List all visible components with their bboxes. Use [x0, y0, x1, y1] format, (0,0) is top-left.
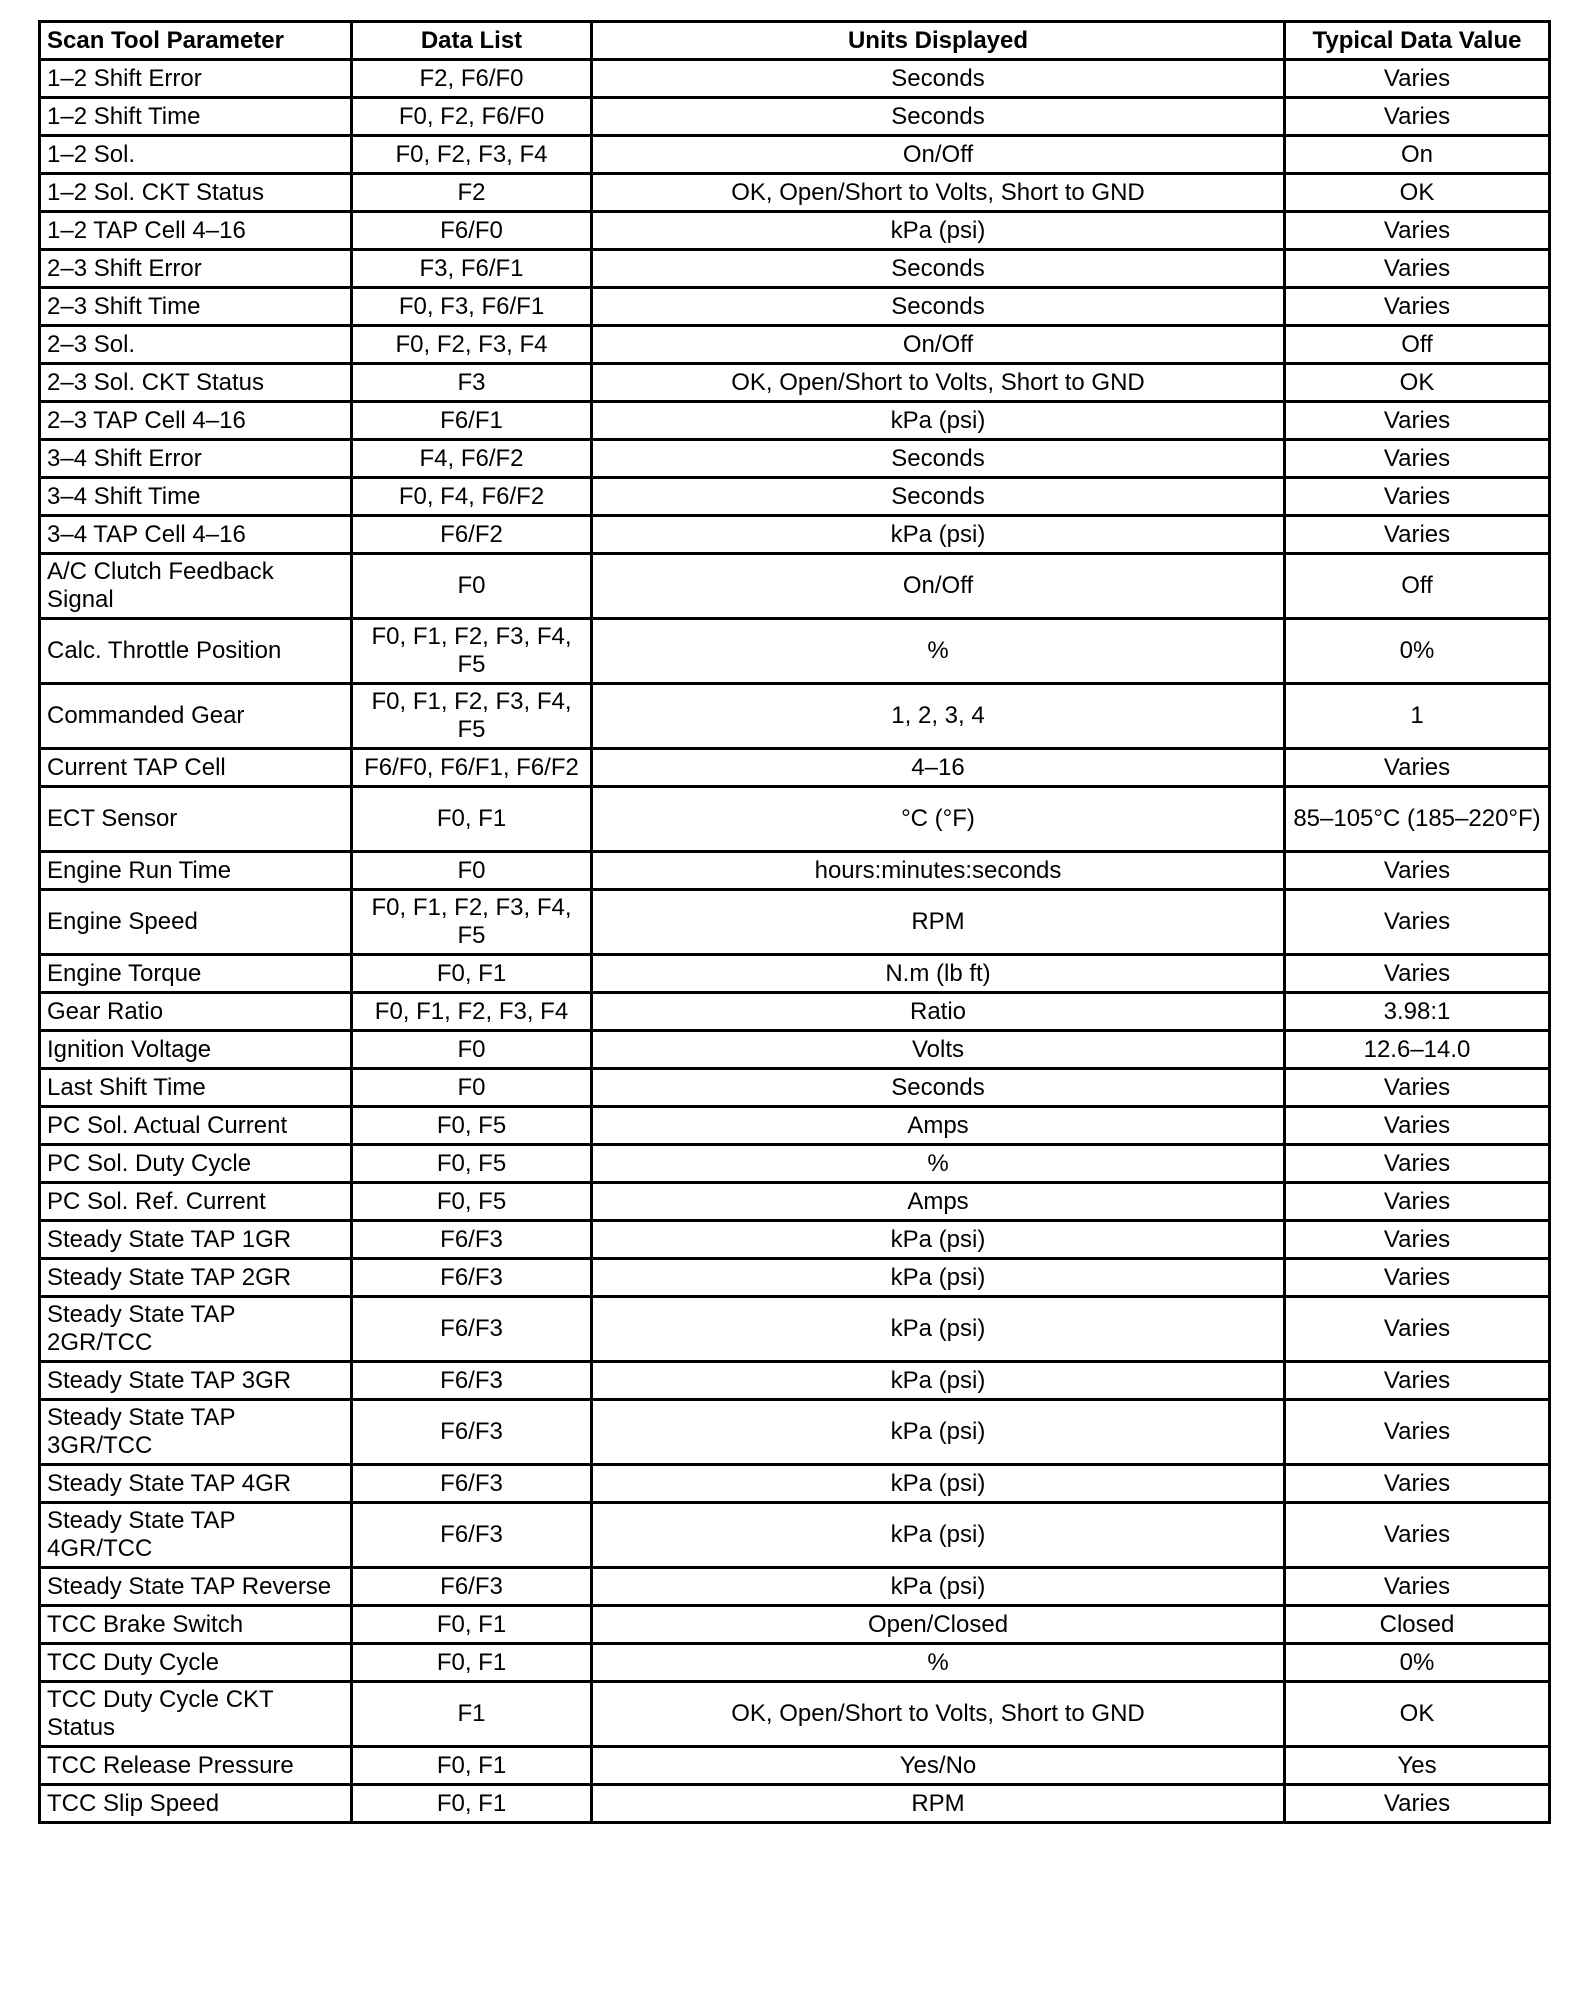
cell-scan-tool-parameter: Steady State TAP 2GR/TCC — [40, 1297, 352, 1362]
cell-scan-tool-parameter: Last Shift Time — [40, 1069, 352, 1107]
cell-data-list: F6/F3 — [352, 1259, 592, 1297]
table-row — [40, 1145, 1550, 1183]
cell-scan-tool-parameter: Ignition Voltage — [40, 1031, 352, 1069]
table-row — [40, 1031, 1550, 1069]
cell-typical-data-value: Varies — [1285, 1568, 1550, 1606]
cell-data-list: F0 — [352, 554, 592, 619]
cell-units-displayed: Seconds — [592, 1069, 1285, 1107]
cell-data-list: F0, F1 — [352, 955, 592, 993]
table-row — [40, 1503, 1550, 1568]
cell-typical-data-value: Varies — [1285, 1785, 1550, 1823]
table-row — [40, 852, 1550, 890]
scan-tool-data-table-wrapper — [38, 20, 1548, 1824]
cell-data-list: F0, F1 — [352, 1747, 592, 1785]
cell-units-displayed: kPa (psi) — [592, 1503, 1285, 1568]
cell-scan-tool-parameter: PC Sol. Ref. Current — [40, 1183, 352, 1221]
cell-data-list: F0, F1 — [352, 1785, 592, 1823]
cell-units-displayed: kPa (psi) — [592, 516, 1285, 554]
cell-data-list: F0, F3, F6/F1 — [352, 288, 592, 326]
scan-tool-data-table — [38, 20, 1551, 1824]
cell-units-displayed: OK, Open/Short to Volts, Short to GND — [592, 1682, 1285, 1747]
header-units-displayed: Units Displayed — [592, 22, 1285, 60]
table-row — [40, 1069, 1550, 1107]
cell-data-list: F0, F5 — [352, 1183, 592, 1221]
cell-scan-tool-parameter: Steady State TAP 4GR/TCC — [40, 1503, 352, 1568]
table-row — [40, 993, 1550, 1031]
cell-units-displayed: Yes/No — [592, 1747, 1285, 1785]
cell-data-list: F0, F1, F2, F3, F4, F5 — [352, 619, 592, 684]
cell-units-displayed: 4–16 — [592, 749, 1285, 787]
cell-units-displayed: kPa (psi) — [592, 1465, 1285, 1503]
cell-data-list: F0, F1 — [352, 1644, 592, 1682]
cell-scan-tool-parameter: Engine Run Time — [40, 852, 352, 890]
cell-units-displayed: Seconds — [592, 288, 1285, 326]
cell-scan-tool-parameter: TCC Release Pressure — [40, 1747, 352, 1785]
table-row — [40, 516, 1550, 554]
table-row — [40, 212, 1550, 250]
cell-units-displayed: hours:minutes:seconds — [592, 852, 1285, 890]
cell-scan-tool-parameter: TCC Slip Speed — [40, 1785, 352, 1823]
table-row — [40, 787, 1550, 852]
cell-data-list: F0, F5 — [352, 1145, 592, 1183]
cell-units-displayed: On/Off — [592, 326, 1285, 364]
table-row — [40, 478, 1550, 516]
table-row — [40, 60, 1550, 98]
table-header-row — [40, 22, 1550, 60]
table-row — [40, 1682, 1550, 1747]
cell-scan-tool-parameter: TCC Duty Cycle — [40, 1644, 352, 1682]
cell-data-list: F6/F3 — [352, 1465, 592, 1503]
table-row — [40, 955, 1550, 993]
cell-typical-data-value: Varies — [1285, 1221, 1550, 1259]
cell-units-displayed: Seconds — [592, 440, 1285, 478]
cell-data-list: F3, F6/F1 — [352, 250, 592, 288]
cell-data-list: F6/F3 — [352, 1221, 592, 1259]
cell-data-list: F3 — [352, 364, 592, 402]
cell-units-displayed: OK, Open/Short to Volts, Short to GND — [592, 174, 1285, 212]
cell-typical-data-value: On — [1285, 136, 1550, 174]
cell-data-list: F0 — [352, 852, 592, 890]
cell-typical-data-value: Varies — [1285, 212, 1550, 250]
cell-units-displayed: Volts — [592, 1031, 1285, 1069]
cell-units-displayed: °C (°F) — [592, 787, 1285, 852]
cell-units-displayed: 1, 2, 3, 4 — [592, 684, 1285, 749]
cell-data-list: F6/F3 — [352, 1503, 592, 1568]
cell-units-displayed: Open/Closed — [592, 1606, 1285, 1644]
table-row — [40, 1785, 1550, 1823]
cell-data-list: F0 — [352, 1031, 592, 1069]
table-row — [40, 174, 1550, 212]
cell-scan-tool-parameter: Steady State TAP 4GR — [40, 1465, 352, 1503]
cell-typical-data-value: Varies — [1285, 478, 1550, 516]
cell-typical-data-value: Varies — [1285, 955, 1550, 993]
cell-units-displayed: On/Off — [592, 554, 1285, 619]
cell-data-list: F6/F3 — [352, 1297, 592, 1362]
table-row — [40, 1297, 1550, 1362]
table-row — [40, 1221, 1550, 1259]
cell-data-list: F6/F1 — [352, 402, 592, 440]
cell-units-displayed: kPa (psi) — [592, 1400, 1285, 1465]
cell-units-displayed: Ratio — [592, 993, 1285, 1031]
cell-units-displayed: Seconds — [592, 250, 1285, 288]
cell-data-list: F2, F6/F0 — [352, 60, 592, 98]
cell-data-list: F6/F0, F6/F1, F6/F2 — [352, 749, 592, 787]
cell-scan-tool-parameter: Steady State TAP 2GR — [40, 1259, 352, 1297]
cell-scan-tool-parameter: 2–3 Shift Time — [40, 288, 352, 326]
table-row — [40, 1747, 1550, 1785]
cell-scan-tool-parameter: 2–3 Sol. — [40, 326, 352, 364]
cell-scan-tool-parameter: 1–2 TAP Cell 4–16 — [40, 212, 352, 250]
cell-typical-data-value: 85–105°C (185–220°F) — [1285, 787, 1550, 852]
cell-scan-tool-parameter: Engine Torque — [40, 955, 352, 993]
table-row — [40, 1568, 1550, 1606]
cell-typical-data-value: Varies — [1285, 440, 1550, 478]
cell-data-list: F2 — [352, 174, 592, 212]
cell-scan-tool-parameter: Steady State TAP 1GR — [40, 1221, 352, 1259]
cell-typical-data-value: Varies — [1285, 250, 1550, 288]
table-row — [40, 619, 1550, 684]
cell-typical-data-value: Varies — [1285, 1183, 1550, 1221]
cell-data-list: F0, F4, F6/F2 — [352, 478, 592, 516]
table-row — [40, 250, 1550, 288]
cell-typical-data-value: Varies — [1285, 1107, 1550, 1145]
cell-typical-data-value: Varies — [1285, 1069, 1550, 1107]
cell-data-list: F0, F1 — [352, 1606, 592, 1644]
cell-scan-tool-parameter: 2–3 TAP Cell 4–16 — [40, 402, 352, 440]
cell-typical-data-value: OK — [1285, 364, 1550, 402]
cell-typical-data-value: Varies — [1285, 852, 1550, 890]
cell-typical-data-value: Varies — [1285, 1465, 1550, 1503]
cell-units-displayed: kPa (psi) — [592, 1362, 1285, 1400]
cell-data-list: F0, F1, F2, F3, F4, F5 — [352, 684, 592, 749]
table-row — [40, 288, 1550, 326]
header-scan-tool-parameter: Scan Tool Parameter — [40, 22, 352, 60]
cell-scan-tool-parameter: Gear Ratio — [40, 993, 352, 1031]
cell-units-displayed: N.m (lb ft) — [592, 955, 1285, 993]
cell-units-displayed: RPM — [592, 1785, 1285, 1823]
cell-typical-data-value: Varies — [1285, 890, 1550, 955]
cell-units-displayed: kPa (psi) — [592, 1259, 1285, 1297]
cell-data-list: F1 — [352, 1682, 592, 1747]
cell-data-list: F4, F6/F2 — [352, 440, 592, 478]
cell-scan-tool-parameter: 2–3 Sol. CKT Status — [40, 364, 352, 402]
cell-scan-tool-parameter: ECT Sensor — [40, 787, 352, 852]
cell-typical-data-value: Closed — [1285, 1606, 1550, 1644]
cell-scan-tool-parameter: 1–2 Shift Time — [40, 98, 352, 136]
cell-typical-data-value: 0% — [1285, 619, 1550, 684]
table-row — [40, 1183, 1550, 1221]
cell-typical-data-value: Off — [1285, 554, 1550, 619]
table-row — [40, 1644, 1550, 1682]
cell-data-list: F0 — [352, 1069, 592, 1107]
cell-data-list: F0, F5 — [352, 1107, 592, 1145]
cell-typical-data-value: Yes — [1285, 1747, 1550, 1785]
table-row — [40, 1107, 1550, 1145]
table-row — [40, 1362, 1550, 1400]
cell-data-list: F6/F3 — [352, 1568, 592, 1606]
cell-typical-data-value: Varies — [1285, 288, 1550, 326]
cell-typical-data-value: 12.6–14.0 — [1285, 1031, 1550, 1069]
header-data-list: Data List — [352, 22, 592, 60]
table-row — [40, 98, 1550, 136]
table-row — [40, 684, 1550, 749]
table-row — [40, 1606, 1550, 1644]
cell-typical-data-value: Varies — [1285, 1297, 1550, 1362]
cell-units-displayed: kPa (psi) — [592, 212, 1285, 250]
cell-units-displayed: % — [592, 1644, 1285, 1682]
cell-units-displayed: OK, Open/Short to Volts, Short to GND — [592, 364, 1285, 402]
cell-scan-tool-parameter: 3–4 Shift Error — [40, 440, 352, 478]
table-body — [40, 60, 1550, 1823]
table-row — [40, 890, 1550, 955]
cell-data-list: F6/F3 — [352, 1362, 592, 1400]
table-row — [40, 749, 1550, 787]
cell-units-displayed: Amps — [592, 1107, 1285, 1145]
cell-typical-data-value: Off — [1285, 326, 1550, 364]
cell-typical-data-value: Varies — [1285, 1362, 1550, 1400]
cell-typical-data-value: 1 — [1285, 684, 1550, 749]
cell-typical-data-value: Varies — [1285, 1145, 1550, 1183]
cell-typical-data-value: Varies — [1285, 60, 1550, 98]
cell-typical-data-value: Varies — [1285, 1400, 1550, 1465]
cell-units-displayed: % — [592, 1145, 1285, 1183]
cell-scan-tool-parameter: TCC Duty Cycle CKT Status — [40, 1682, 352, 1747]
cell-scan-tool-parameter: PC Sol. Actual Current — [40, 1107, 352, 1145]
cell-typical-data-value: 0% — [1285, 1644, 1550, 1682]
cell-units-displayed: Amps — [592, 1183, 1285, 1221]
cell-scan-tool-parameter: Steady State TAP 3GR/TCC — [40, 1400, 352, 1465]
cell-scan-tool-parameter: Engine Speed — [40, 890, 352, 955]
cell-scan-tool-parameter: Commanded Gear — [40, 684, 352, 749]
cell-units-displayed: kPa (psi) — [592, 1297, 1285, 1362]
cell-data-list: F0, F2, F3, F4 — [352, 136, 592, 174]
cell-typical-data-value: Varies — [1285, 1259, 1550, 1297]
cell-scan-tool-parameter: Calc. Throttle Position — [40, 619, 352, 684]
table-row — [40, 136, 1550, 174]
cell-units-displayed: Seconds — [592, 60, 1285, 98]
cell-typical-data-value: 3.98:1 — [1285, 993, 1550, 1031]
cell-units-displayed: RPM — [592, 890, 1285, 955]
table-row — [40, 440, 1550, 478]
cell-scan-tool-parameter: 3–4 Shift Time — [40, 478, 352, 516]
cell-data-list: F0, F1 — [352, 787, 592, 852]
header-typical-data-value: Typical Data Value — [1285, 22, 1550, 60]
table-row — [40, 1400, 1550, 1465]
cell-typical-data-value: Varies — [1285, 749, 1550, 787]
cell-data-list: F0, F2, F6/F0 — [352, 98, 592, 136]
cell-typical-data-value: OK — [1285, 174, 1550, 212]
cell-data-list: F6/F3 — [352, 1400, 592, 1465]
cell-scan-tool-parameter: 3–4 TAP Cell 4–16 — [40, 516, 352, 554]
cell-scan-tool-parameter: A/C Clutch Feedback Signal — [40, 554, 352, 619]
cell-scan-tool-parameter: 1–2 Sol. CKT Status — [40, 174, 352, 212]
table-row — [40, 402, 1550, 440]
cell-scan-tool-parameter: PC Sol. Duty Cycle — [40, 1145, 352, 1183]
cell-scan-tool-parameter: 1–2 Sol. — [40, 136, 352, 174]
table-row — [40, 326, 1550, 364]
cell-data-list: F6/F0 — [352, 212, 592, 250]
cell-units-displayed: kPa (psi) — [592, 1221, 1285, 1259]
cell-units-displayed: kPa (psi) — [592, 402, 1285, 440]
table-row — [40, 1465, 1550, 1503]
cell-scan-tool-parameter: Steady State TAP Reverse — [40, 1568, 352, 1606]
table-row — [40, 554, 1550, 619]
cell-typical-data-value: OK — [1285, 1682, 1550, 1747]
cell-typical-data-value: Varies — [1285, 402, 1550, 440]
cell-data-list: F6/F2 — [352, 516, 592, 554]
cell-data-list: F0, F1, F2, F3, F4 — [352, 993, 592, 1031]
cell-scan-tool-parameter: TCC Brake Switch — [40, 1606, 352, 1644]
cell-data-list: F0, F1, F2, F3, F4, F5 — [352, 890, 592, 955]
cell-typical-data-value: Varies — [1285, 98, 1550, 136]
table-row — [40, 1259, 1550, 1297]
cell-units-displayed: % — [592, 619, 1285, 684]
cell-scan-tool-parameter: Current TAP Cell — [40, 749, 352, 787]
cell-typical-data-value: Varies — [1285, 516, 1550, 554]
cell-units-displayed: On/Off — [592, 136, 1285, 174]
cell-scan-tool-parameter: Steady State TAP 3GR — [40, 1362, 352, 1400]
cell-data-list: F0, F2, F3, F4 — [352, 326, 592, 364]
cell-units-displayed: Seconds — [592, 478, 1285, 516]
table-row — [40, 364, 1550, 402]
cell-typical-data-value: Varies — [1285, 1503, 1550, 1568]
cell-scan-tool-parameter: 1–2 Shift Error — [40, 60, 352, 98]
cell-scan-tool-parameter: 2–3 Shift Error — [40, 250, 352, 288]
cell-units-displayed: kPa (psi) — [592, 1568, 1285, 1606]
cell-units-displayed: Seconds — [592, 98, 1285, 136]
